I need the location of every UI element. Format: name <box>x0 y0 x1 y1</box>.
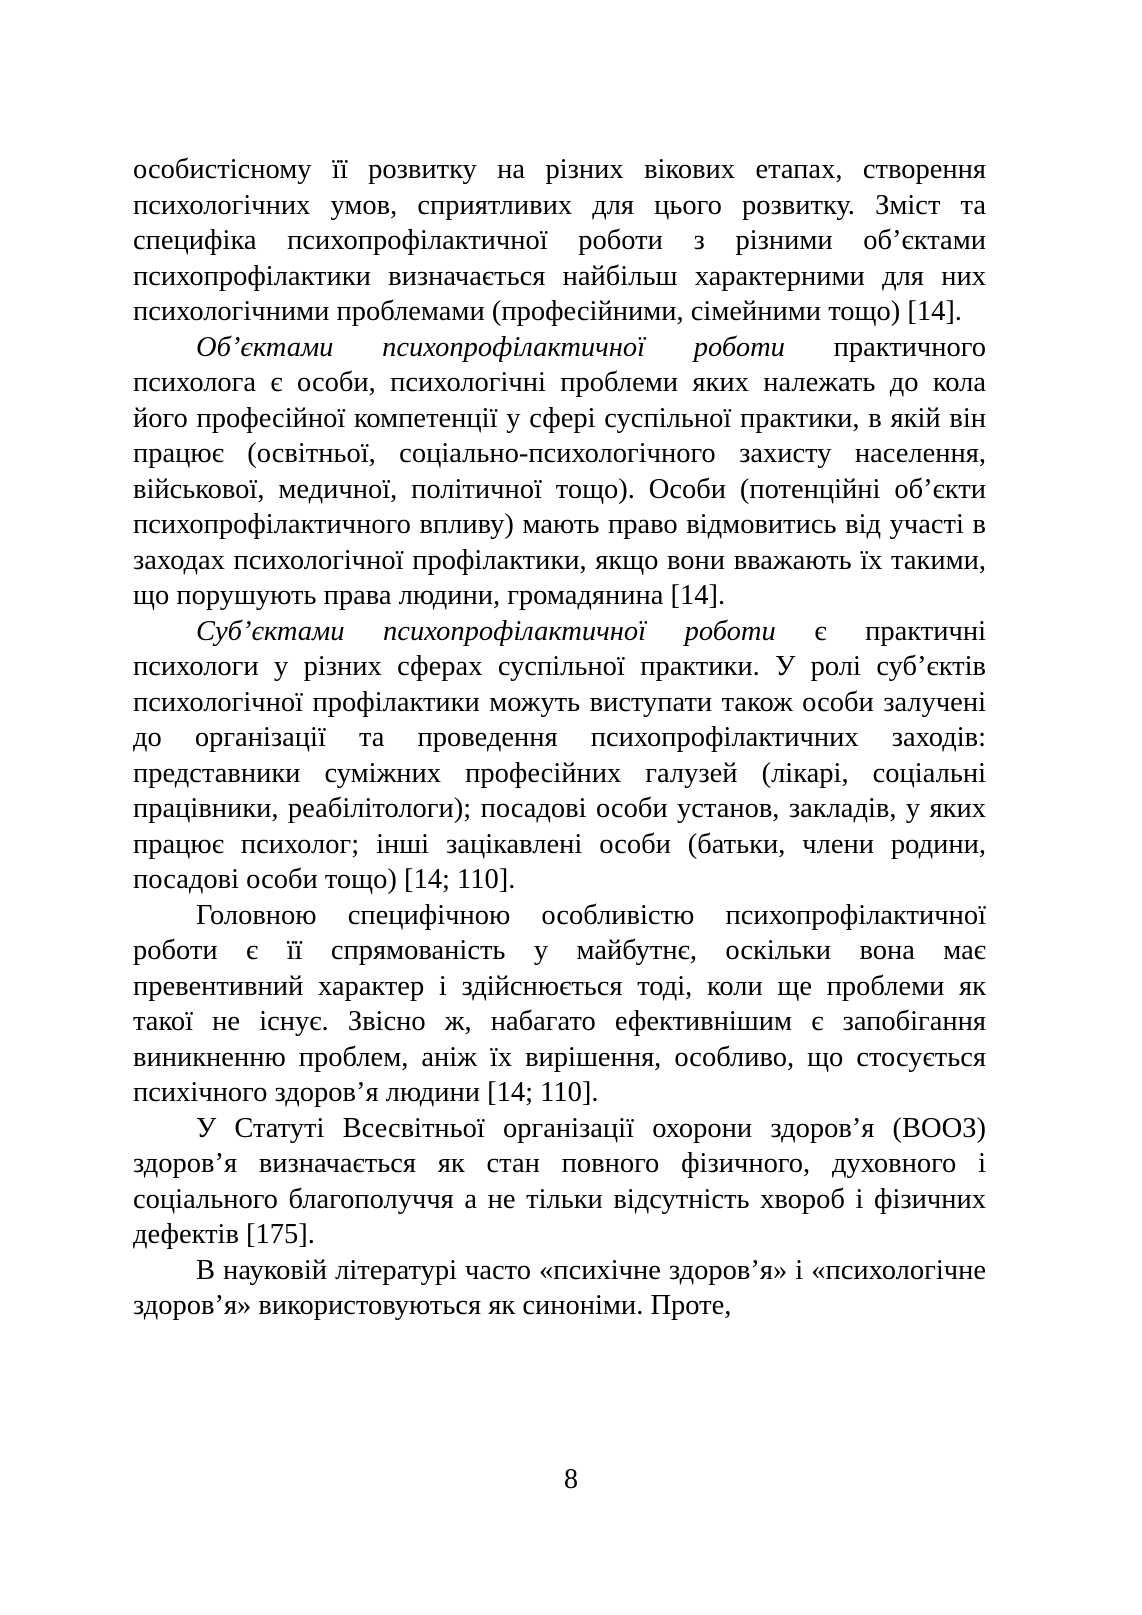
paragraph-text: В науковій літературі часто «психічне здоров’я» і «психологічне здоров’я» використовуються як синоніми. Проте, <box>133 1254 986 1321</box>
paragraph <box>133 330 986 614</box>
paragraph-text: є практичні психологи у різних сферах суспільної практики. У ролі суб’єктів психологічної профілактики можуть виступати також особи залучені до організації та проведення психопрофілактичних заходів: представники суміжних професійних галузей (лікарі, соціальні працівники, реабілітологи); посадові особи установ, закладів, у яких працює психолог; інші зацікавлені особи (батьки, члени родини, посадові особи тощо) [14; 110]. <box>133 615 986 895</box>
paragraph <box>133 898 986 1111</box>
paragraph <box>133 1111 986 1253</box>
paragraph <box>133 152 986 330</box>
paragraph-text: особистісному її розвитку на різних вікових етапах, створення психологічних умов, сприятливих для цього розвитку. Зміст та специфіка психопрофілактичної роботи з різними об’єктами психопрофілактики визначається найбільш характерними для них психологічними проблемами (професійними, сімейними тощо) [14]. <box>133 154 986 327</box>
page-number: 8 <box>564 1464 578 1495</box>
paragraph-text: практичного психолога є особи, психологічні проблеми яких належать до кола його професійної компетенції у сфері суспільної практики, в якій він працює (освітньої, соціально-психологічного захисту населення, військової, медичної, політичної тощо). Особи (потенційні об’єкти психопрофілактичного впливу) мають право відмовитись від участі в заходах психологічної профілактики, якщо вони вважають їх такими, що порушують права людини, громадянина [14]. <box>133 331 986 611</box>
paragraph-lead-italic: Суб’єктами психопрофілактичної роботи <box>196 615 776 647</box>
paragraph-lead-italic: Об’єктами психопрофілактичної роботи <box>196 331 785 363</box>
paragraph <box>133 1253 986 1324</box>
paragraph-text: У Статуті Всесвітньої організації охорони здоров’я (ВООЗ) здоров’я визначається як стан повного фізичного, духовного і соціального благополуччя а не тільки відсутність хвороб і фізичних дефектів [175]. <box>133 1112 986 1250</box>
body-text <box>133 152 986 1324</box>
paragraph <box>133 614 986 898</box>
paragraph-text: Головною специфічною особливістю психопрофілактичної роботи є її спрямованість у майбутнє, оскільки вона має превентивний характер і здійснюється тоді, коли ще проблеми як такої не існує. Звісно ж, набагато ефективнішим є запобігання виникненню проблем, аніж їх вирішення, особливо, що стосується психічного здоров’я людини [14; 110]. <box>133 899 986 1108</box>
